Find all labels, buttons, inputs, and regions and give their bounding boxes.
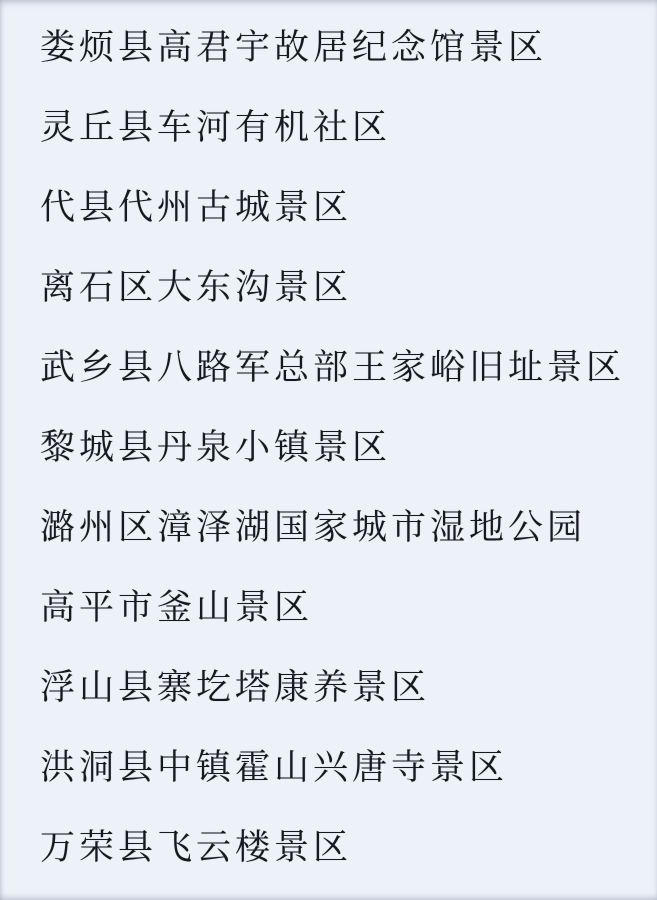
list-item: 娄烦县高君宇故居纪念馆景区 xyxy=(40,28,548,68)
list-item: 离石区大东沟景区 xyxy=(40,268,353,308)
list-item: 万荣县飞云楼景区 xyxy=(40,828,353,868)
scenic-area-list xyxy=(40,8,657,888)
list-item: 高平市釜山景区 xyxy=(40,588,314,628)
list-item: 武乡县八路军总部王家峪旧址景区 xyxy=(40,348,626,388)
list-item: 潞州区漳泽湖国家城市湿地公园 xyxy=(40,508,587,548)
list-item: 黎城县丹泉小镇景区 xyxy=(40,428,392,468)
list-item: 浮山县寨圪塔康养景区 xyxy=(40,668,431,708)
list-item: 代县代州古城景区 xyxy=(40,188,353,228)
list-item: 洪洞县中镇霍山兴唐寺景区 xyxy=(40,748,509,788)
list-item: 灵丘县车河有机社区 xyxy=(40,108,392,148)
